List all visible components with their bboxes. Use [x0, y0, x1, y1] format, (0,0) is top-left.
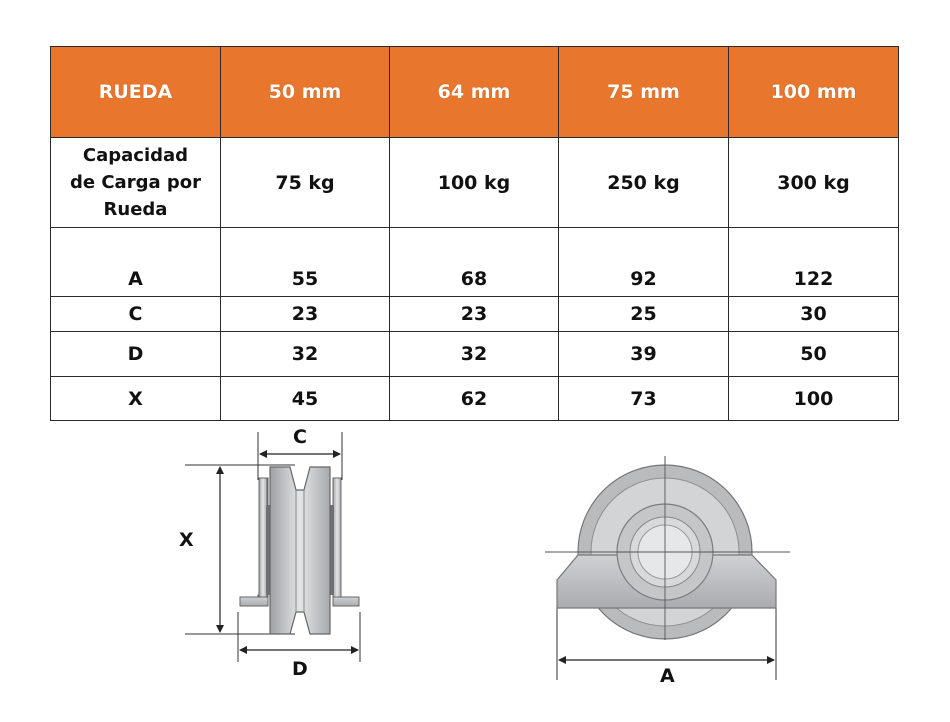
table-cell: 92	[559, 228, 729, 297]
table-cell: 73	[559, 377, 729, 421]
label-d: D	[292, 658, 308, 680]
capacity-label-line: de Carga por	[69, 172, 202, 193]
table-cell: 55	[221, 228, 390, 297]
table-cell: 62	[390, 377, 559, 421]
label-a: A	[660, 665, 675, 687]
table-cell: 23	[221, 297, 390, 332]
table-cell: 32	[390, 332, 559, 377]
table-cell: 100	[729, 377, 899, 421]
capacity-label-line: Capacidad	[82, 145, 189, 166]
row-label: D	[51, 332, 221, 377]
table-cell: 30	[729, 297, 899, 332]
header-75mm: 75 mm	[559, 47, 729, 138]
table-cell: 25	[559, 297, 729, 332]
table-cell: 39	[559, 332, 729, 377]
table-cell: 23	[390, 297, 559, 332]
table-cell: 32	[221, 332, 390, 377]
row-label: X	[51, 377, 221, 421]
label-c: C	[293, 426, 307, 448]
capacity-label-line: Rueda	[103, 199, 168, 220]
capacity-cell: 250 kg	[559, 138, 729, 228]
capacity-cell: 100 kg	[390, 138, 559, 228]
table-cell: 50	[729, 332, 899, 377]
table-cell: 122	[729, 228, 899, 297]
header-100mm: 100 mm	[729, 47, 899, 138]
side-view	[185, 432, 360, 662]
header-rueda: RUEDA	[51, 47, 221, 138]
row-label: A	[51, 228, 221, 297]
table-cell: 45	[221, 377, 390, 421]
capacity-cell: 300 kg	[729, 138, 899, 228]
label-x: X	[179, 529, 194, 551]
row-label: C	[51, 297, 221, 332]
side-wheel	[270, 467, 330, 634]
header-64mm: 64 mm	[390, 47, 559, 138]
header-50mm: 50 mm	[221, 47, 390, 138]
capacity-cell: 75 kg	[221, 138, 390, 228]
right-bracket	[333, 478, 341, 598]
table-cell: 68	[390, 228, 559, 297]
front-view	[545, 456, 790, 680]
